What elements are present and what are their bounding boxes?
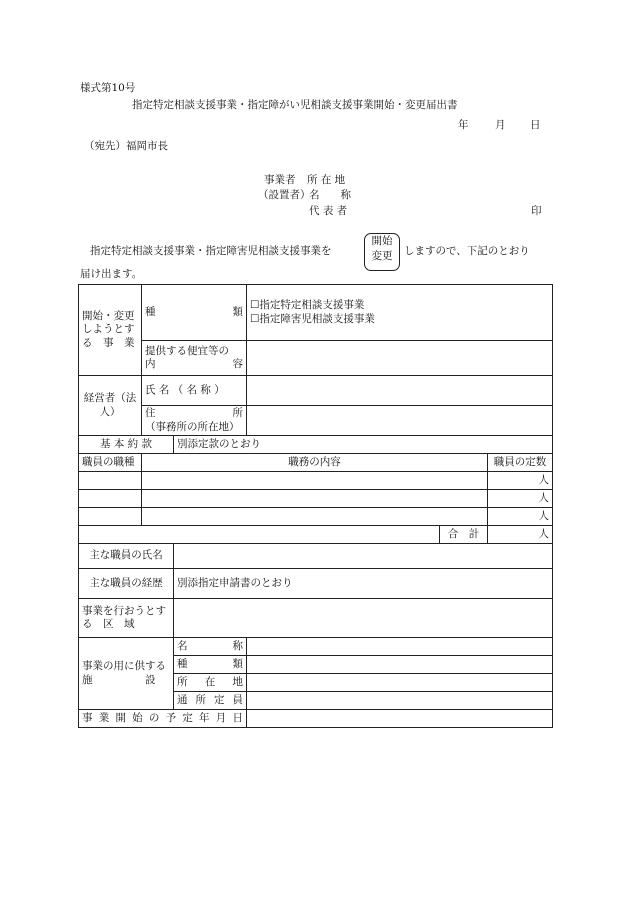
facility-type-label: 種 類: [174, 656, 247, 674]
date-month: 月: [495, 119, 506, 131]
staff-count-cell[interactable]: 人: [488, 472, 553, 490]
convenience-label: 提供する便宜等の 内 容: [142, 341, 247, 376]
type-option-1[interactable]: ☐指定特定相談支援事業: [250, 299, 365, 312]
start-date-label: 事 業 開 始 の 予 定 年 月 日: [79, 710, 247, 728]
start-change-business-label: 開始・変更しようとする 事 業: [79, 285, 142, 376]
type-options[interactable]: [247, 285, 553, 341]
address-label: 所 在 地: [307, 174, 346, 186]
operator-address-field[interactable]: [247, 406, 553, 436]
convenience-field[interactable]: [247, 341, 553, 376]
staff-count-cell[interactable]: 人: [488, 508, 553, 526]
date-year: 年: [458, 119, 469, 131]
staff-count-header: 職員の定数: [488, 454, 553, 472]
main-staff-name-field[interactable]: [174, 544, 553, 569]
facility-capacity-label: 通 所 定 員: [174, 692, 247, 710]
type-label: 種 類: [142, 285, 247, 341]
operator-name-field[interactable]: [247, 376, 553, 406]
type-option-2[interactable]: ☐指定障害児相談支援事業: [250, 312, 375, 325]
bracket-change: 変更: [371, 250, 393, 262]
duties-cell[interactable]: [142, 472, 488, 490]
representative-label: 代 表 者: [309, 205, 348, 217]
total-spacer: [79, 526, 440, 544]
start-date-field[interactable]: [247, 710, 553, 728]
facility-name-label: 名 称: [174, 638, 247, 656]
duties-cell[interactable]: [142, 490, 488, 508]
duties-header: 職務の内容: [142, 454, 488, 472]
form-title: 指定特定相談支援事業・指定障がい児相談支援事業開始・変更届出書: [132, 99, 458, 111]
operator-name-label: 氏 名 （ 名 称 ）: [142, 376, 247, 406]
operator-address-label: 住 所 （事務所の所在地）: [142, 406, 247, 436]
facility-capacity-field[interactable]: [247, 692, 553, 710]
facility-address-field[interactable]: [247, 674, 553, 692]
staff-type-cell[interactable]: [79, 472, 142, 490]
body-text-before: 指定特定相談支援事業・指定障害児相談支援事業を: [90, 245, 332, 257]
bracket-start: 開始: [371, 235, 393, 247]
service-area-label: 事業を行おうとする 区 域: [79, 599, 174, 638]
operator-label: 経営者（法人）: [79, 376, 142, 436]
staff-type-cell[interactable]: [79, 508, 142, 526]
facility-label: 事業の用に供する施 設: [79, 638, 174, 710]
articles-value: 別添定款のとおり: [174, 436, 553, 454]
form-table: [78, 284, 553, 728]
total-count-cell[interactable]: 人: [488, 526, 553, 544]
main-staff-career-label: 主な職員の経歴: [79, 569, 174, 599]
staff-type-header: 職員の職種: [79, 454, 142, 472]
articles-label: 基 本 約 款: [79, 436, 174, 454]
name-label: 名 称: [309, 189, 351, 201]
staff-type-cell[interactable]: [79, 490, 142, 508]
staff-count-cell[interactable]: 人: [488, 490, 553, 508]
facility-address-label: 所 在 地: [174, 674, 247, 692]
service-area-field[interactable]: [174, 599, 553, 638]
seal-mark: 印: [531, 205, 542, 217]
applicant-label: 事業者: [264, 174, 296, 186]
main-staff-career-value: 別添指定申請書のとおり: [174, 569, 553, 599]
body-text-line2: 届け出ます。: [80, 268, 143, 280]
facility-name-field[interactable]: [247, 638, 553, 656]
duties-cell[interactable]: [142, 508, 488, 526]
body-text-after: しますので、下記のとおり: [404, 245, 530, 257]
total-label: 合 計: [440, 526, 488, 544]
facility-type-field[interactable]: [247, 656, 553, 674]
start-change-bracket: [364, 233, 400, 271]
form-number: 様式第10号: [80, 82, 136, 94]
date-day: 日: [530, 119, 541, 131]
addressee: （宛先）福岡市長: [84, 140, 168, 152]
main-staff-name-label: 主な職員の氏名: [79, 544, 174, 569]
establisher-label: （設置者）: [258, 189, 311, 201]
